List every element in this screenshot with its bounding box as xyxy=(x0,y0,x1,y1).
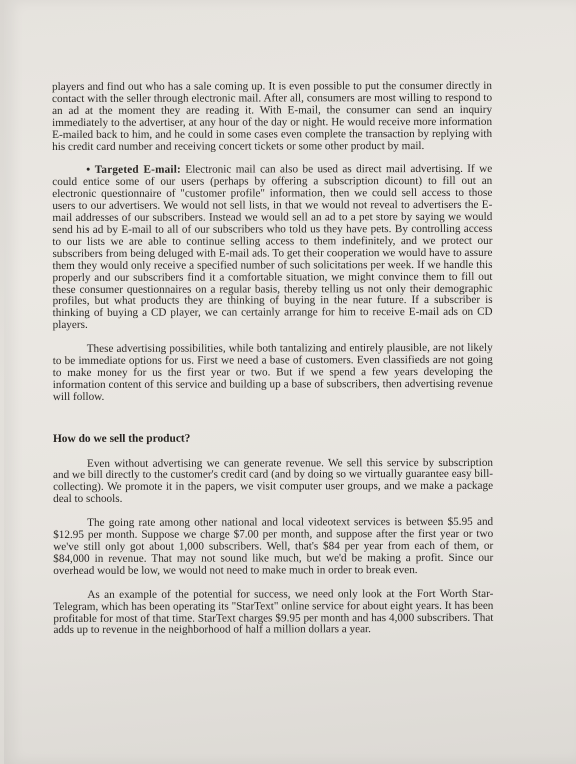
paragraph-text: The going rate among other national and local videotext services is between $5.95 and $12.95 per month. Suppose we charge $7.00 per month, and suppose after the first year or two we've still only got about 1,000 subscribers. Well, that's $84 per year from each of them, or $84,000 in revenue. That may not sound like much, but we'd be making a profit. Since our overhead would be low, we would not need to make much in order to break even. xyxy=(53,516,494,577)
paragraph-text: These advertising possibilities, while both tantalizing and entirely plausible, are not likely to be immediate options for us. First we need a base of customers. Even classifieds are not going to make money for us the first year or two. But if we spend a few years developing the information content of this service and building up a base of subscribers, then advertising revenue will follow. xyxy=(52,341,493,403)
paragraph-revenue xyxy=(53,457,493,506)
paragraph-text: Electronic mail can also be used as direct mail advertising. If we could entice some of our users (perhaps by offering a subscription dicount) to fill out an electronic questionnaire of "customer profile" information, then we could sell access to those users to our advertisers. We would not sell lists, in that we would not reveal to advertisers the E-mail addresses of our subscribers. Instead we would sell an ad to a pet store by saying we would send his ad by E-mail to all of our subscribers who told us they have pets. By controlling access to our lists we are able to continue selling access to them indefinitely, and we protect our subscribers from being deluged with E-mail ads. To get their cooperation we would have to assure them they would only receive a specified number of such solicitations per week. If we handle this properly and our subscribers find it a comfortable situation, we might convince them to fill out these consumer questionnaires on a regular basis, thereby telling us not only their demographic profiles, but what products they are thinking of buying in the near future. If a subscriber is thinking of buying a CD player, we can certainly arrange for him to receive E-mail ads on CD players. xyxy=(52,163,493,332)
paper-sheet xyxy=(4,0,576,764)
section-heading: How do we sell the product? xyxy=(52,432,191,445)
paragraph-continuation xyxy=(52,81,492,154)
paragraph-startext-example xyxy=(53,589,493,638)
paragraph-text: Even without advertising we can generate revenue. We sell this service by subscription and we bill directly to the customer's credit card (and by doing so we virtually guarantee easy bill-collecting). We promote it in the papers, we visit computer user groups, and we make a package deal to schools. xyxy=(53,456,494,506)
paragraph-text: players and find out who has a sale coming up. It is even possible to put the consumer directly in contact with the seller through electronic mail. After all, consumers are most willing to respond to an ad at the moment they are reading it. With E-mail, the consumer can send an inquiry immediately to the advertiser, at any hour of the day or night. He would receive more information E-mailed back to him, and he could in some cases even complete the transaction by replying with his credit card number and receiving concert tickets or some other product by mail. xyxy=(51,79,493,153)
paragraph-advertising-possibilities xyxy=(53,343,493,404)
document-body xyxy=(52,81,493,649)
paragraph-going-rate xyxy=(53,517,493,578)
paragraph-targeted-email xyxy=(52,164,492,332)
paragraph-text: As an example of the potential for success, we need only look at the Fort Worth Star-Telegram, which has been operating its "StarText" online service for about eight years. It has been profitable for most of that time. StarText charges $9.95 per month and has 4,000 subscribers. That adds up to revenue in the neighborhood of half a million dollars a year. xyxy=(53,587,494,637)
paragraph-lead-label: • Targeted E-mail: xyxy=(86,164,181,177)
